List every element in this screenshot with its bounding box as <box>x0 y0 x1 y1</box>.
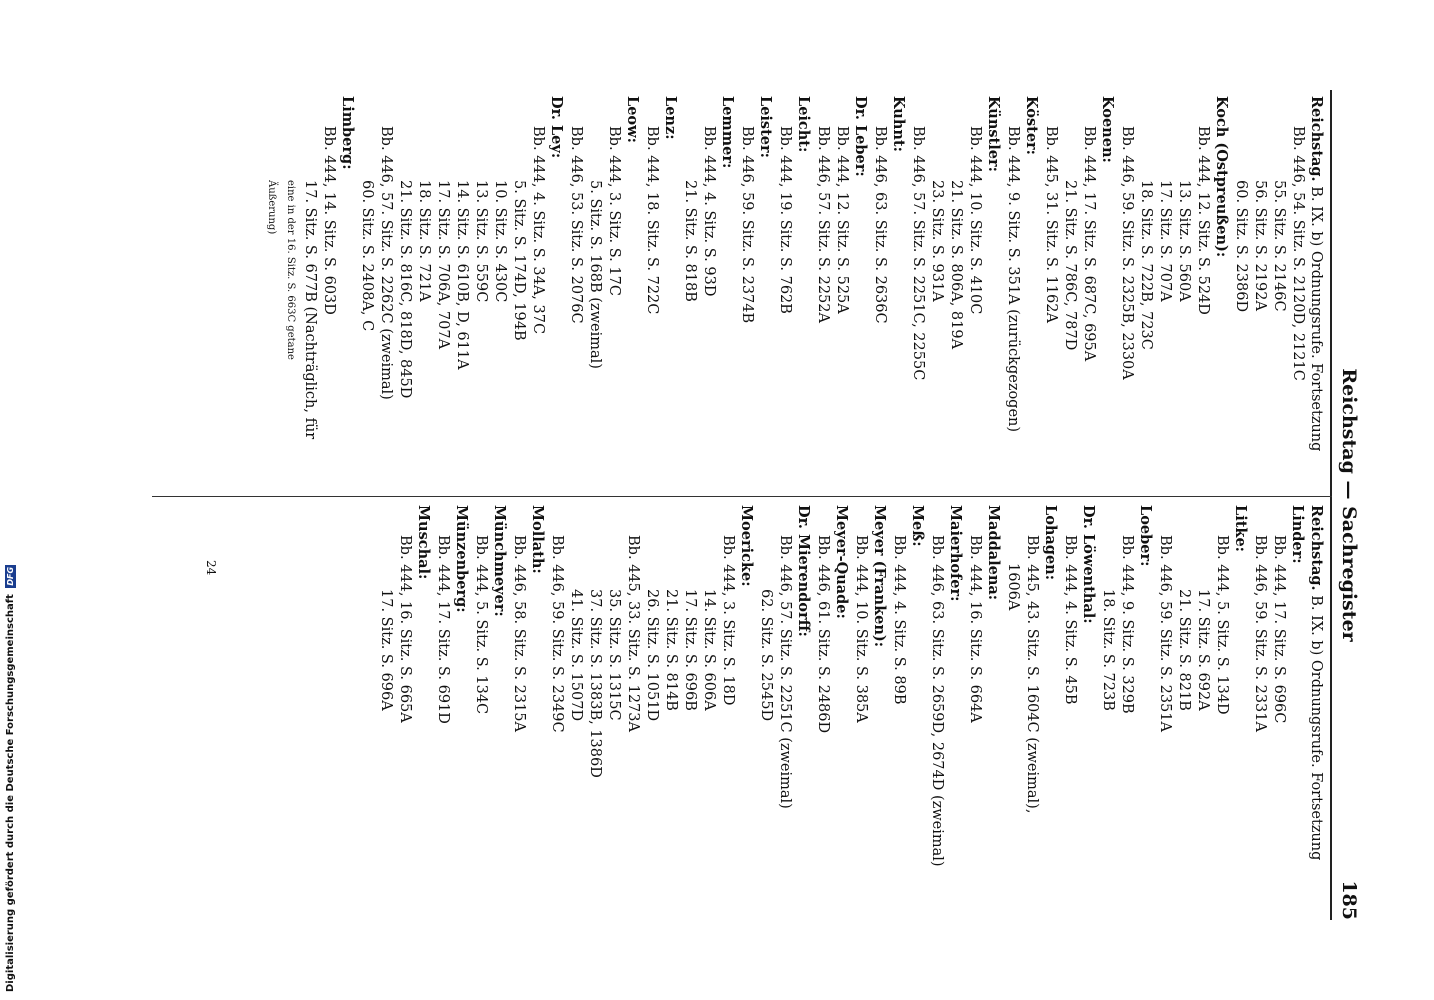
left-entry-line: Bb. 446, 57. Sitz. S. 2251C, 2255C <box>910 126 926 381</box>
left-entry-line: Koch (Ostpreußen): <box>1213 96 1230 258</box>
right-entry-line: Bb. 446, 59. Sitz. S. 2351A <box>1157 535 1173 732</box>
left-heading-rest: B. IX. b) Ordnungsrufe. Fortsetzung <box>1308 186 1324 452</box>
left-entry-line: Bb. 446, 63. Sitz. S. 2636C <box>872 126 888 324</box>
left-entry-line: Lenz: <box>662 96 679 140</box>
right-entry-line: 62. Sitz. S. 2545D <box>758 589 774 722</box>
left-entry-line: 18. Sitz. S. 722B, 723C <box>1138 180 1154 350</box>
left-entry-line: Bb. 446, 57. Sitz. S. 2262C (zweimal) <box>378 126 394 400</box>
right-column-heading <box>1307 505 1326 915</box>
right-entry-line: Meyer-Quade: <box>833 505 850 619</box>
right-entry-line: Bb. 444, 5. Sitz. S. 134D <box>1214 535 1230 715</box>
right-entry-line: Bb. 446, 59. Sitz. S. 2331A <box>1252 535 1268 732</box>
right-entry-line: Bb. 444, 4. Sitz. S. 45B <box>1062 535 1078 705</box>
right-entry-line: Bb. 444, 4. Sitz. S. 89B <box>891 535 907 705</box>
dfg-logo: DFG <box>6 566 15 586</box>
page-header <box>1334 90 1360 920</box>
right-entry-line: Bb. 444, 3. Sitz. S. 18D <box>720 535 736 706</box>
right-entry-line: Bb. 444, 16. Sitz. S. 664A <box>967 535 983 723</box>
left-column <box>262 96 1326 488</box>
right-entry-line: Bb. 446, 57. Sitz. S. 2251C (zweimal) <box>777 535 793 809</box>
left-entry-line: Bb. 444, 18. Sitz. S. 722C <box>644 126 660 315</box>
right-entry-line: Loeber: <box>1137 505 1154 567</box>
right-entry-line: Münzenberg: <box>453 505 470 613</box>
left-entry-line: 5. Sitz. S. 174D, 194B <box>511 180 527 341</box>
right-entry-line: Bb. 446, 61. Sitz. S. 2486D <box>815 535 831 734</box>
right-entry-line: Maddalena: <box>985 505 1002 601</box>
left-heading-word: Reichstag. <box>1308 96 1325 182</box>
left-entry-line: Bb. 444, 14. Sitz. S. 603D <box>321 126 337 315</box>
right-entry-line: Bb. 444, 10. Sitz. S. 385A <box>853 535 869 723</box>
left-entry-line: 17. Sitz. S. 677B (Nachträglich, für <box>302 180 318 440</box>
right-entry-line: Meß: <box>909 505 926 547</box>
left-entry-line: Kuhnt: <box>890 96 907 152</box>
right-entry-line: Mollath: <box>529 505 546 574</box>
left-entry-line: Bb. 444, 12. Sitz. S. 524D <box>1195 126 1211 315</box>
right-heading-word: Reichstag. <box>1308 505 1325 591</box>
right-entry-line: Bb. 446, 63. Sitz. S. 2659D, 2674D (zweimal) <box>929 535 945 867</box>
left-entry-line: Köster: <box>1023 96 1040 156</box>
digitization-credit <box>0 566 20 992</box>
right-entry-line: Bb. 444, 9. Sitz. S. 329B <box>1119 535 1135 714</box>
left-entry-line: 56. Sitz. S. 2192A <box>1252 180 1268 311</box>
left-entries <box>262 96 1307 488</box>
left-entry-line: Bb. 446, 57. Sitz. S. 2252A <box>815 126 831 323</box>
right-entry-line: 18. Sitz. S. 723B <box>1100 589 1116 711</box>
left-entry-line: 55. Sitz. S. 2146C <box>1271 180 1287 312</box>
left-entry-line: Bb. 444, 4. Sitz. S. 93D <box>701 126 717 297</box>
right-entry-line: 17. Sitz. S. 692A <box>1195 589 1211 711</box>
left-entry-line: Dr. Leber: <box>852 96 869 177</box>
left-entry-line: 21. Sitz. S. 786C, 787D <box>1062 180 1078 351</box>
left-entry-line: Bb. 444, 9. Sitz. S. 351A (zurückgezogen) <box>1005 126 1021 433</box>
right-entry-line: 26. Sitz. S. 1051D <box>644 589 660 722</box>
left-entry-line: Äußerung) <box>266 180 277 235</box>
left-entry-line: Leicht: <box>795 96 812 153</box>
left-entry-line: 18. Sitz. S. 721A <box>416 180 432 302</box>
sheet-number: 24 <box>204 560 218 576</box>
left-entry-line: Bb. 445, 31. Sitz. S. 1162A <box>1043 126 1059 323</box>
left-entry-line: eine in der 16. Sitz. S. 663C getane <box>285 180 296 360</box>
left-entry-line: 17. Sitz. S. 706A, 707A <box>435 180 451 350</box>
left-entry-line: 21. Sitz. S. 816C, 818D, 845D <box>397 180 413 399</box>
left-entry-line: Bb. 444, 12. Sitz. S. 525A <box>834 126 850 314</box>
left-entry-line: 60. Sitz. S. 2386D <box>1233 180 1249 313</box>
left-entry-line: Bb. 444, 4. Sitz. S. 34A, 37C <box>530 126 546 335</box>
left-entry-line: 5. Sitz. S. 168B (zweimal) <box>587 180 603 369</box>
left-entry-line: Leister: <box>757 96 774 159</box>
right-entry-line: 35. Sitz. S. 1315C <box>606 589 622 721</box>
right-entry-line: Moericke: <box>738 505 755 587</box>
left-entry-line: 13. Sitz. S. 560A <box>1176 180 1192 302</box>
left-entry-line: Bb. 446, 53. Sitz. S. 2076C <box>568 126 584 324</box>
left-entry-line: Bb. 446, 59. Sitz. S. 2374B <box>739 126 755 324</box>
left-entry-line: 17. Sitz. S. 707A <box>1157 180 1173 302</box>
page-number: 185 <box>1338 880 1360 920</box>
right-entry-line: 17. Sitz. S. 696B <box>682 589 698 711</box>
left-entry-line: Bb. 444, 17. Sitz. S. 687C, 695A <box>1081 126 1097 362</box>
left-entry-line: Künstler: <box>985 96 1002 172</box>
right-entry-line: Bb. 445, 33. Sitz. S. 1273A <box>625 535 641 732</box>
right-entry-line: Münchmeyer: <box>491 505 508 617</box>
left-entry-line: Bb. 444, 19. Sitz. S. 762B <box>777 126 793 314</box>
right-entry-line: 41. Sitz. S. 1507D <box>568 589 584 722</box>
left-entry-line: Koenen: <box>1099 96 1116 163</box>
left-entry-line: Leow: <box>624 96 641 143</box>
column-divider <box>152 496 1332 497</box>
left-entry-line: 10. Sitz. S. 430C <box>492 180 508 303</box>
left-entry-line: Bb. 444, 3. Sitz. S. 17C <box>606 126 622 296</box>
left-entry-line: Bb. 446, 54. Sitz. S. 2120D, 2121C <box>1290 126 1306 381</box>
left-entry-line: Lemmer: <box>719 96 736 169</box>
header-rule <box>1330 90 1332 920</box>
right-entry-line: 14. Sitz. S. 606A <box>701 589 717 711</box>
left-entry-line: 13. Sitz. S. 559C <box>473 180 489 303</box>
right-entry-line: Bb. 444, 17. Sitz. S. 696C <box>1271 535 1287 724</box>
right-entry-line: Bb. 445, 43. Sitz. S. 1604C (zweimal), <box>1024 535 1040 814</box>
right-entry-line: Bb. 444, 5. Sitz. S. 134C <box>473 535 489 715</box>
right-entry-line: 37. Sitz. S. 1383B, 1386D <box>587 589 603 778</box>
right-entry-line: 21. Sitz. S. 821B <box>1176 589 1192 711</box>
right-entry-line: Bb. 446, 59. Sitz. S. 2349C <box>549 535 565 733</box>
right-entry-line: Bb. 446, 58. Sitz. S. 2315A <box>511 535 527 732</box>
left-entry-line: 60. Sitz. S. 2408A, C <box>359 180 375 332</box>
right-entries <box>376 505 1307 915</box>
left-entry-line: 23. Sitz. S. 931A <box>929 180 945 302</box>
right-entry-line: Meyer (Franken): <box>871 505 888 648</box>
right-entry-line: Bb. 444, 17. Sitz. S. 691D <box>435 535 451 724</box>
left-entry-line: Dr. Ley: <box>548 96 565 159</box>
left-entry-line: 21. Sitz. S. 806A, 819A <box>948 180 964 350</box>
right-entry-line: Dr. Mierendorff: <box>795 505 812 637</box>
credit-text: Digitalisierung gefördert durch die Deutsche Forschungsgemeinschaft <box>5 594 16 992</box>
right-entry-line: 1606A <box>1005 563 1021 611</box>
left-entry-line: Limberg: <box>339 96 356 170</box>
right-entry-line: Litke: <box>1232 505 1249 553</box>
left-entry-line: 14. Sitz. S. 610B, D, 611A <box>454 180 470 370</box>
left-column-heading <box>1307 96 1326 488</box>
left-entry-line: Bb. 444, 10. Sitz. S. 410C <box>967 126 983 315</box>
right-entry-line: 21. Sitz. S. 814B <box>663 589 679 711</box>
left-entry-line: Bb. 446, 59. Sitz. S. 2325B, 2330A <box>1119 126 1135 380</box>
right-entry-line: Bb. 444, 16. Sitz. S. 665A <box>397 535 413 723</box>
left-entry-line: 21. Sitz. S. 818B <box>682 180 698 302</box>
right-entry-line: Maierhofer: <box>947 505 964 602</box>
page-title: Reichstag — Sachregister <box>1338 368 1360 642</box>
right-entry-line: 17. Sitz. S. 696A <box>378 589 394 711</box>
right-entry-line: Lohagen: <box>1042 505 1059 581</box>
right-entry-line: Dr. Löwenthal: <box>1080 505 1097 624</box>
right-entry-line: Linder: <box>1289 505 1306 564</box>
right-heading-rest: B. IX. b) Ordnungsrufe. Fortsetzung <box>1308 595 1324 861</box>
right-entry-line: Muschal: <box>415 505 432 580</box>
right-column <box>376 505 1326 915</box>
